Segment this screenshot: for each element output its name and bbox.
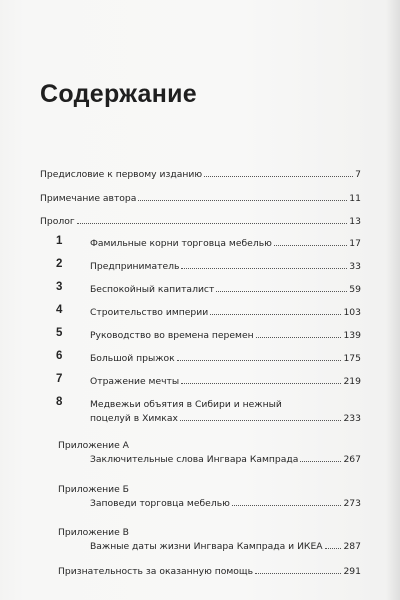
toc-entry-page: 17 [349, 238, 361, 249]
dot-leader [77, 223, 348, 224]
dot-leader [232, 505, 342, 506]
toc-entry-label: Беспокойный капиталист [90, 284, 215, 295]
toc-entry-label: Большой прыжок [90, 353, 175, 364]
toc-entry-page: 219 [343, 376, 361, 387]
chapter-number: 8 [56, 396, 63, 408]
toc-entry-page: 175 [343, 353, 361, 364]
chapter-number: 5 [56, 327, 63, 339]
page-title: Содержание [40, 80, 198, 108]
toc-entry-author-note [40, 193, 361, 205]
toc-entry-page: 33 [349, 261, 361, 272]
toc-entry-page: 267 [343, 454, 361, 465]
toc-entry-page: 103 [343, 307, 361, 318]
chapter-number: 3 [56, 281, 63, 293]
toc-entry-chapter-5 [90, 330, 361, 342]
dot-leader [256, 337, 342, 338]
dot-leader [255, 573, 341, 574]
dot-leader [177, 360, 342, 361]
toc-entry-label: Признательность за оказанную помощь [58, 566, 253, 577]
dot-leader [210, 314, 341, 315]
toc-entry-label: Важные даты жизни Ингвара Кампрада и ИКЕА [90, 541, 323, 552]
dot-leader [325, 548, 342, 549]
toc-entry-appendix-c [90, 541, 361, 553]
toc-entry-acknowledgements [58, 566, 361, 578]
toc-entry-page: 59 [349, 284, 361, 295]
toc-entry-label: Примечание автора [40, 193, 137, 204]
toc-entry-page: 13 [349, 216, 361, 227]
toc-entry-label: Строительство империи [90, 307, 209, 318]
toc-entry-label: Предисловие к первому изданию [40, 169, 203, 180]
toc-entry-label: Заключительные слова Ингвара Кампрада [90, 454, 299, 465]
chapter-number: 7 [56, 373, 63, 385]
dot-leader [204, 176, 353, 177]
toc-entry-chapter-2 [90, 261, 361, 273]
page-spine-shadow [386, 0, 400, 600]
toc-entry-chapter-8 [90, 413, 361, 425]
toc-entry-page: 287 [343, 541, 361, 552]
toc-entry-label: Предприниматель [90, 261, 180, 272]
toc-entry-page: 273 [343, 498, 361, 509]
dot-leader [181, 268, 347, 269]
toc-entry-chapter-4 [90, 307, 361, 319]
dot-leader [138, 200, 347, 201]
chapter-number: 4 [56, 304, 63, 316]
toc-entry-label: Заповеди торговца мебелью [90, 498, 230, 509]
toc-entry-label: поцелуй в Химках [90, 413, 178, 424]
chapter-number: 6 [56, 350, 63, 362]
dot-leader [300, 461, 341, 462]
toc-entry-prologue [40, 216, 361, 228]
chapter-number: 1 [56, 235, 63, 247]
toc-entry-chapter-1 [90, 238, 361, 250]
toc-entry-label: Фамильные корни торговца мебелью [90, 238, 272, 249]
dot-leader [181, 383, 341, 384]
toc-entry-page: 7 [355, 169, 361, 180]
appendix-heading: Приложение В [58, 527, 129, 538]
dot-leader [180, 420, 342, 421]
toc-entry-chapter-6 [90, 353, 361, 365]
chapter-number: 2 [56, 258, 63, 270]
toc-entry-chapter-3 [90, 284, 361, 296]
toc-entry-page: 139 [343, 330, 361, 341]
appendix-heading: Приложение А [58, 440, 129, 451]
toc-entry-appendix-a [90, 454, 361, 466]
toc-entry-appendix-b [90, 498, 361, 510]
toc-entry-label: Отражение мечты [90, 376, 180, 387]
dot-leader [274, 245, 347, 246]
toc-entry-label-line1: Медвежьи объятия в Сибири и нежный [90, 399, 282, 410]
toc-entry-label: Пролог [40, 216, 75, 227]
toc-entry-preface [40, 169, 361, 181]
toc-entry-label: Руководство во времена перемен [90, 330, 254, 341]
dot-leader [216, 291, 347, 292]
appendix-heading: Приложение Б [58, 484, 129, 495]
toc-entry-page: 233 [343, 413, 361, 424]
toc-entry-page: 11 [349, 193, 361, 204]
toc-entry-page: 291 [343, 566, 361, 577]
toc-entry-chapter-7 [90, 376, 361, 388]
